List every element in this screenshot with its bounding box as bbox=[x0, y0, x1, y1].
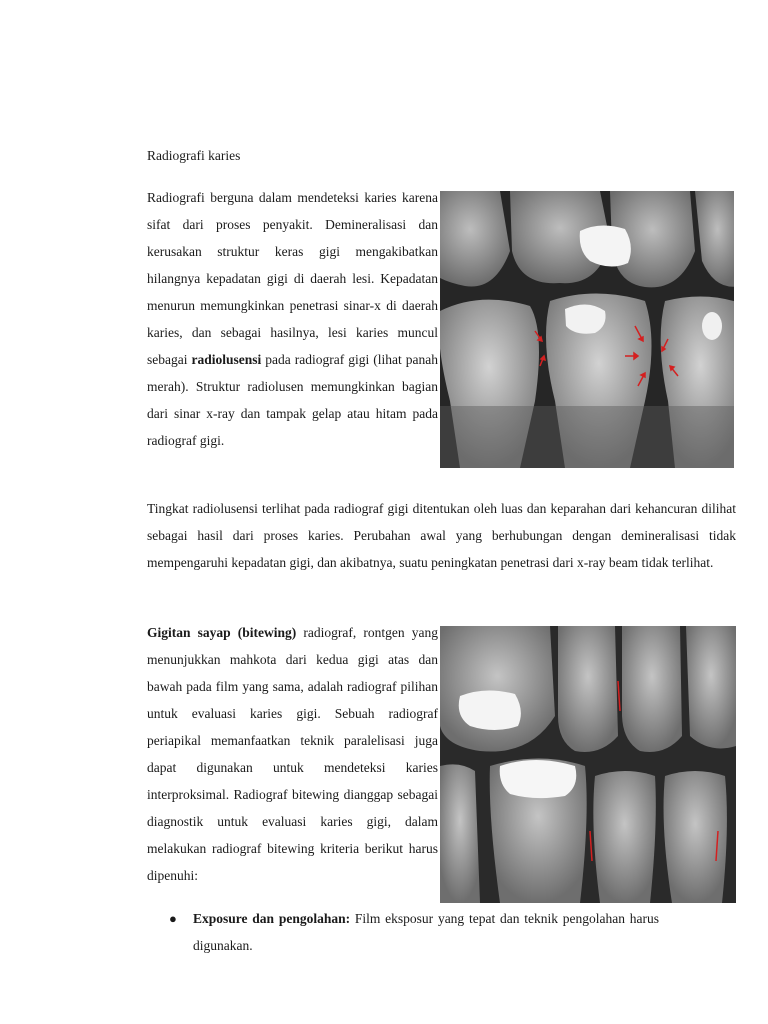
paragraph-bitewing bbox=[147, 619, 438, 889]
bullet-text: Film eksposur yang tepat dan teknik pengolahan harus digunakan. bbox=[193, 911, 659, 953]
paragraph-tingkat-radiolusensi: Tingkat radiolusensi terlihat pada radiograf gigi ditentukan oleh luas dan keparahan dari kehancuran dilihat sebagai hasil dari proses karies. Perubahan awal yang berhubungan dengan demineralisasi tidak mempengaruhi kepadatan gigi, dan akibatnya, suatu peningkatan penetrasi dari x-ray beam tidak terlihat. bbox=[147, 501, 736, 570]
xray-image-bitewing bbox=[440, 626, 736, 903]
list-item bbox=[147, 905, 659, 959]
criteria-list bbox=[147, 905, 659, 959]
bullet-icon: ● bbox=[169, 911, 177, 926]
paragraph-text: pada radiograf gigi (lihat panah merah). Struktur radiolusen memungkinkan bagian dari sinar x-ray dan tampak gelap atau hitam pada radiograf gigi. bbox=[147, 352, 439, 448]
page-title: Radiografi karies bbox=[147, 148, 241, 163]
xray-image-caries-arrows bbox=[440, 191, 734, 468]
paragraph-text: radiograf, rontgen yang menunjukkan mahkota dari kedua gigi atas dan bawah pada film yang sama, adalah radiograf pilihan untuk evaluasi karies gigi. Sebuah radiograf periapikal memanfaatkan teknik paralelisasi juga dapat digunakan untuk mendeteksi karies interproksimal. Radiograf bitewing dianggap sebagai diagnostik untuk evaluasi karies gigi, dalam melakukan radiograf bitewing kriteria berikut harus dipenuhi: bbox=[147, 625, 439, 883]
paragraph-radiografi bbox=[147, 184, 438, 454]
paragraph-text: Radiografi berguna dalam mendeteksi karies karena sifat dari proses penyakit. Demineralisasi dan kerusakan struktur keras gigi mengakibatkan hilangnya kepadatan gigi di daerah lesi. Kepadatan menurun memungkinkan penetrasi sinar-x di daerah karies, dan sebagai hasilnya, lesi karies muncul sebagai bbox=[147, 190, 438, 367]
bullet-heading: Exposure dan pengolahan: bbox=[193, 911, 351, 926]
bold-term: Gigitan sayap (bitewing) bbox=[147, 625, 297, 640]
bold-term: radiolusensi bbox=[191, 352, 262, 367]
